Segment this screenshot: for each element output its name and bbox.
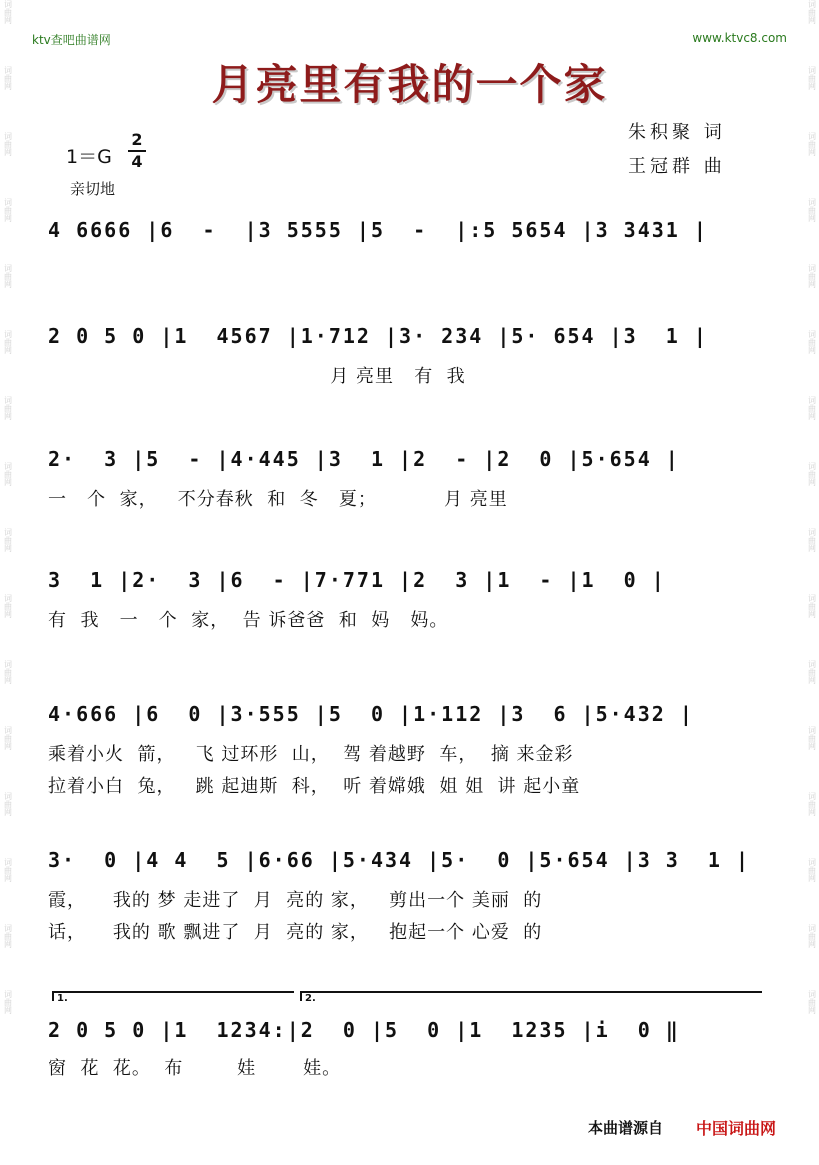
lyric-line-2: 话， 我的 歌 飘进了 月 亮的 家， 抱起一个 心爱 的 — [48, 922, 543, 943]
left-edge-watermark: 词曲网 词曲网 词曲网 词曲网 词曲网 词曲网 词曲网 词曲网 词曲网 词曲网 词曲网 词曲网 词曲网 词曲网 词曲网 词曲网 — [3, 0, 13, 1014]
notation-line: 4 6666 |6 - |3 5555 |5 - |:5 5654 |3 3431 | — [48, 218, 708, 242]
lyric-line-1: 乘着小火 箭， 飞 过环形 山， 驾 着越野 车， 摘 来金彩 — [48, 744, 574, 765]
second-ending-bracket: 2. — [300, 991, 762, 1001]
notation-line: 3 1 |2· 3 |6 - |7·771 |2 3 |1 - |1 0 | — [48, 568, 666, 592]
meter-bottom: 4 — [131, 152, 143, 171]
lyricist-credit: 朱积聚 词 — [628, 122, 726, 143]
lyric-line-1: 霞， 我的 梦 走进了 月 亮的 家， 剪出一个 美丽 的 — [48, 890, 543, 911]
notation-line: 3· 0 |4 4 5 |6·66 |5·434 |5· 0 |5·654 |3 3 1 | — [48, 848, 751, 872]
lyric-line-2: 拉着小白 兔， 跳 起迪斯 科， 听 着嫦娥 姐 姐 讲 起小童 — [48, 776, 581, 797]
notation-line: 2 0 5 0 |1 1234:|2 0 |5 0 |1 1235 |i 0 ‖ — [48, 1018, 680, 1042]
time-signature — [128, 131, 146, 171]
notation-line: 2 0 5 0 |1 4567 |1·712 |3· 234 |5· 654 |3 1 | — [48, 324, 708, 348]
first-ending-bracket: 1. — [52, 991, 294, 1001]
lyric-line-1: 月 亮里 有 我 — [48, 366, 466, 387]
song-title: 月亮里有我的一个家 — [211, 60, 608, 109]
source-link[interactable]: 中国词曲网 — [696, 1119, 777, 1138]
composer-credit: 王冠群 曲 — [628, 156, 726, 177]
site-link-left[interactable]: ktv查吧曲谱网 — [32, 33, 111, 47]
key-signature: 1＝G — [66, 146, 112, 168]
source-label: 本曲谱源自 — [588, 1119, 664, 1137]
lyric-line-1: 有 我 一 个 家， 告 诉爸爸 和 妈 妈。 — [48, 610, 449, 631]
meter-top: 2 — [131, 130, 143, 149]
tempo-marking: 亲切地 — [70, 180, 116, 198]
lyric-line-1: 窗 花 花。 布 娃 娃。 — [48, 1058, 342, 1079]
site-link-right[interactable]: www.ktvc8.com — [692, 31, 787, 45]
right-edge-watermark: 词曲网 词曲网 词曲网 词曲网 词曲网 词曲网 词曲网 词曲网 词曲网 词曲网 词曲网 词曲网 词曲网 词曲网 词曲网 词曲网 — [807, 0, 817, 1014]
notation-line: 2· 3 |5 - |4·445 |3 1 |2 - |2 0 |5·654 | — [48, 447, 680, 471]
lyric-line-1: 一 个 家， 不分春秋 和 冬 夏； 月 亮里 — [48, 489, 508, 510]
notation-line: 4·666 |6 0 |3·555 |5 0 |1·112 |3 6 |5·432 | — [48, 702, 694, 726]
